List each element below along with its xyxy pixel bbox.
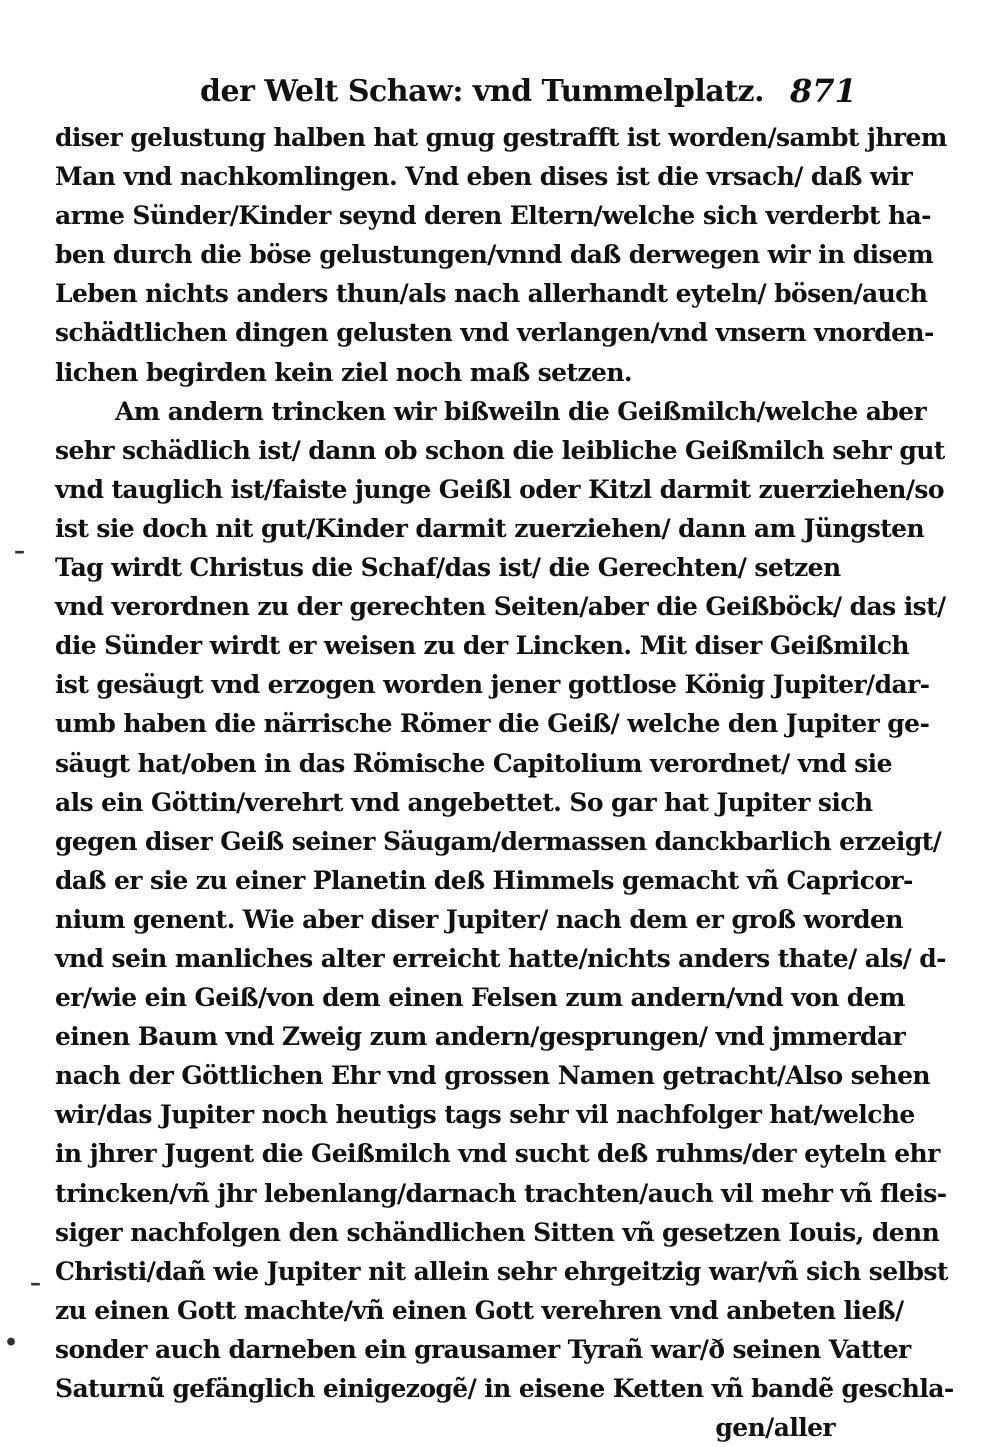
text-line: ben durch die böse gelustungen/vnnd daß derwegen wir in disem xyxy=(55,240,934,270)
text-line: nach der Göttlichen Ehr vnd grossen Namen getracht/Also sehen xyxy=(55,1061,930,1091)
text-line: ist sie doch nit gut/Kinder darmit zuerziehen/ dann am Jüngsten xyxy=(55,513,925,543)
text-line: Man vnd nachkomlingen. Vnd eben dises ist die vrsach/ daß wir xyxy=(55,162,913,192)
text-line: Saturnũ gefänglich einigezogẽ/ in eisene Ketten vñ bandẽ geschla- xyxy=(55,1374,954,1403)
margin-dot: • xyxy=(4,1330,19,1356)
page-number: 871 xyxy=(790,72,857,110)
text-line: gegen diser Geiß seiner Säugam/dermassen danckbarlich erzeigt/ xyxy=(55,826,942,856)
text-line: Christi/dañ wie Jupiter nit allein sehr ehrgeitzig war/vñ sich selbst xyxy=(55,1256,948,1286)
text-line: trincken/vñ jhr lebenlang/darnach trachten/auch vil mehr vñ fleis- xyxy=(55,1178,947,1208)
text-line: sehr schädlich ist/ dann ob schon die leibliche Geißmilch sehr gut xyxy=(55,435,945,465)
text-line: nium genent. Wie aber diser Jupiter/ nach dem er groß worden xyxy=(55,904,903,934)
text-line: in jhrer Jugent die Geißmilch vnd sucht deß ruhms/der eyteln ehr xyxy=(55,1139,940,1169)
running-title: der Welt Schaw: vnd Tummelplatz. xyxy=(200,74,765,109)
text-line: Leben nichts anders thun/als nach allerhandt eyteln/ bösen/auch xyxy=(55,279,928,309)
text-line: arme Sünder/Kinder seynd deren Eltern/welche sich verderbt ha- xyxy=(55,201,931,231)
text-line: ist gesäugt vnd erzogen worden jener gottlose König Jupiter/dar- xyxy=(55,670,930,700)
text-line: umb haben die närrische Römer die Geiß/ welche den Jupiter ge- xyxy=(55,709,930,739)
text-line: die Sünder wirdt er weisen zu der Lincken. Mit diser Geißmilch xyxy=(55,631,910,661)
text-line: siger nachfolgen den schändlichen Sitten vñ gesetzen Iouis, denn xyxy=(55,1217,940,1247)
text-line: wir/das Jupiter noch heutigs tags sehr vil nachfolger hat/welche xyxy=(55,1100,915,1130)
text-line: daß er sie zu einer Planetin deß Himmels gemacht vñ Capricor- xyxy=(55,865,913,895)
body-text xyxy=(55,118,954,1447)
catchword: gen/aller xyxy=(715,1413,835,1443)
text-line: als ein Göttin/verehrt vnd angebettet. So gar hat Jupiter sich xyxy=(55,787,873,817)
text-line: er/wie ein Geiß/von dem einen Felsen zum andern/vnd von dem xyxy=(55,983,905,1013)
margin-dash: – xyxy=(14,538,25,564)
text-line: vnd sein manliches alter erreicht hatte/nichts anders thate/ als/ d- xyxy=(55,943,946,973)
text-line: vnd verordnen zu der gerechten Seiten/aber die Geißböck/ das ist/ xyxy=(55,592,946,622)
text-line: einen Baum vnd Zweig zum andern/gesprungen/ vnd jmmerdar xyxy=(55,1022,906,1052)
text-line: zu einen Gott machte/vñ einen Gott verehren vnd anbeten ließ/ xyxy=(55,1295,904,1325)
text-line: lichen begirden kein ziel noch maß setzen. xyxy=(55,357,632,387)
paragraph-start-line: Am andern trincken wir bißweiln die Geißmilch/welche aber xyxy=(115,396,927,426)
text-line: schädtlichen dingen gelusten vnd verlangen/vnd vnsern vnorden- xyxy=(55,318,934,348)
text-line: Tag wirdt Christus die Schaf/das ist/ die Gerechten/ setzen xyxy=(55,553,841,583)
text-line: säugt hat/oben in das Römische Capitolium verordnet/ vnd sie xyxy=(55,748,892,778)
text-line: vnd tauglich ist/faiste junge Geißl oder Kitzl darmit zuerziehen/so xyxy=(55,474,944,504)
text-line: diser gelustung halben hat gnug gestrafft ist worden/sambt jhrem xyxy=(55,123,947,152)
text-line: sonder auch darneben ein grausamer Tyrañ war/ð seinen Vatter xyxy=(55,1334,911,1364)
margin-dash: – xyxy=(30,1270,41,1296)
